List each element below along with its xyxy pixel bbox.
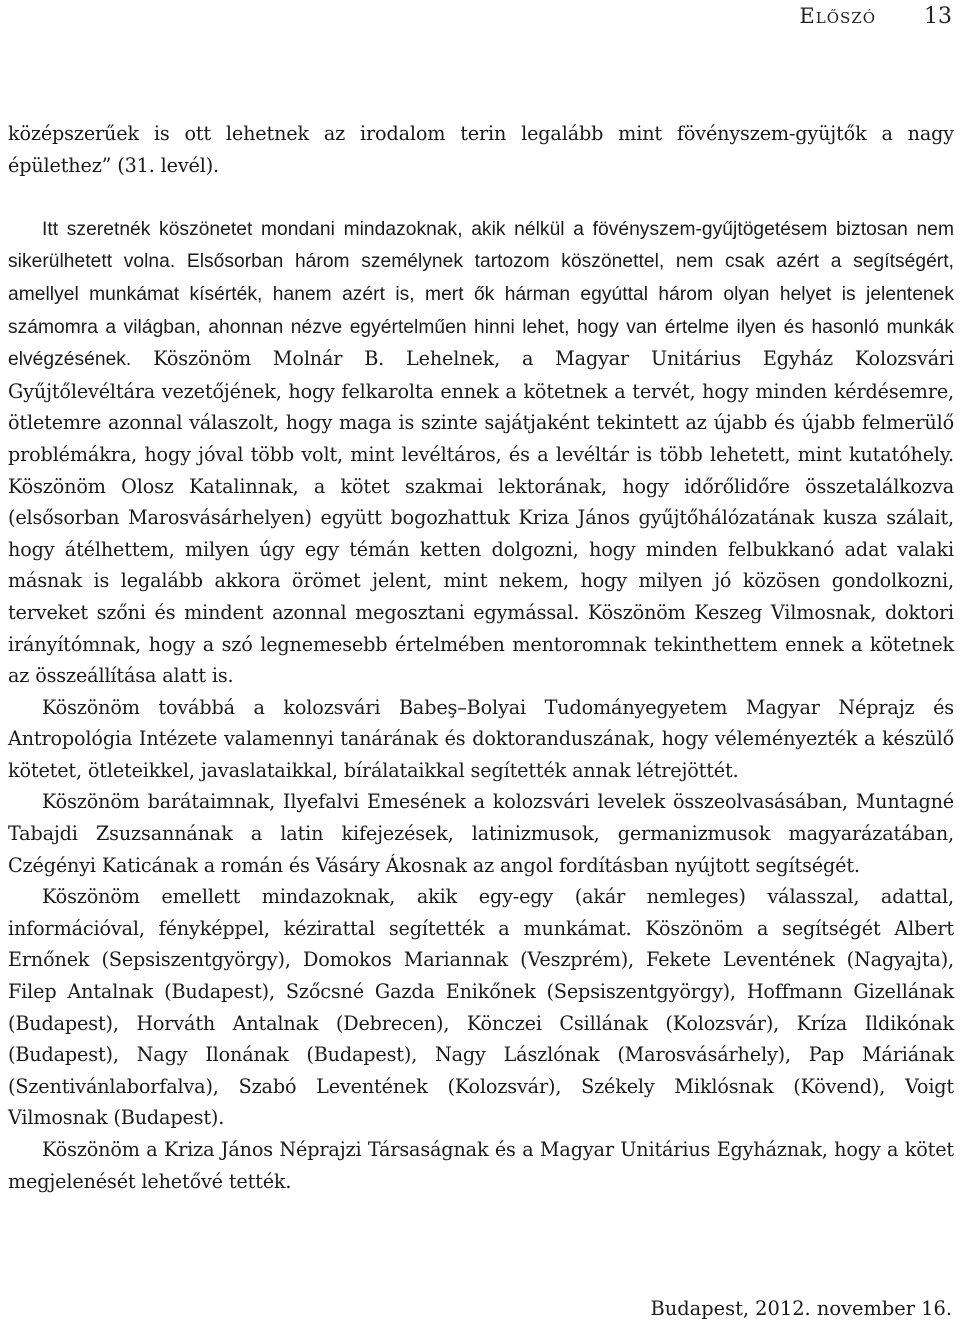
paragraph-text: Köszönöm Molnár B. Lehelnek, a Magyar Unitárius Egyház Kolozsvári Gyűjtőlevéltára vezetőjének, hogy felkarolta ennek a kötetnek a tervét, hogy minden kérdésemre, ötletemre azonnal válaszolt, hogy maga is szinte sajátjaként tekintett az újabb és újabb felmerülő problémákra, hogy jóval több volt, mint levéltáros, és a levéltár is több lehetett, mint kutatóhely. Köszönöm Olosz Katalinnak, a kötet szakmai lektorának, hogy időrőlidőre összetalálkozva (elsősorban Marosvásárhelyen) együtt bogozhattuk Kriza János gyűjtőhálózatának kusza szálait, hogy átélhettem, milyen úgy egy témán ketten dolgozni, hogy minden felbukkanó adat valaki másnak is legalább akkora örömet jelent, mint nekem, hogy milyen jó közösen gondolkozni, terveket szőni és mindent azonnal megosztani egymással. Köszönöm Keszeg Vilmosnak, doktori irányítómnak, hogy a szó legnemesebb értelmében mentoromnak tekinthettem ennek a kötetnek az összeállítása alatt is. (8, 347, 954, 688)
running-title: Előszó (799, 4, 876, 28)
paragraph-text: középszerűek is ott lehetnek az irodalom terin legalább mint fövényszem-gyüjtők a nagy épülethez” (31. levél). (8, 122, 954, 177)
paragraph (8, 213, 954, 692)
page-number: 13 (924, 4, 952, 29)
body-text (8, 118, 954, 1197)
paragraph-text: Köszönöm továbbá a kolozsvári Babeş–Bolyai Tudományegyetem Magyar Néprajz és Antropológia Intézete valamennyi tanárának és doktoranduszának, hogy véleményezték a készülő kötetet, ötleteikkel, javaslataikkal, bírálataikkal segítették annak létrejöttét. (8, 695, 954, 782)
paragraph (8, 1134, 954, 1197)
paragraph-text: Itt szeretnék köszönetet mondani mindazoknak, akik nélkül a fövényszem-gyűjtögetésem biztosan nem sikerülhetett volna. Elsősorban három személynek tartozom köszönettel, nem csak azért a segítségért, amellyel munkámat kísérték, hanem azért is, mert ők hárman egyúttal három olyan helyet is jelentenek számomra a világban, ahonnan nézve egyértelműen hinni lehet, hogy van értelme ilyen és hasonló munkák elvégzésének. (8, 218, 954, 371)
signature-date: Budapest, 2012. november 16. (650, 1297, 952, 1320)
paragraph-text: Köszönöm barátaimnak, Ilyefalvi Emesének a kolozsvári levelek összeolvasásában, Muntagné Tabajdi Zsuzsannának a latin kifejezések, latinizmusok, germanizmusok magyarázatában, Czégényi Katicának a román és Vásáry Ákosnak az angol fordításban nyújtott segítségét. (8, 790, 954, 877)
paragraph-text: Köszönöm a Kriza János Néprajzi Társaságnak és a Magyar Unitárius Egyháznak, hogy a kötet megjelenését lehetővé tették. (8, 1138, 954, 1193)
running-head (799, 4, 952, 34)
paragraph (8, 692, 954, 787)
paragraph (8, 881, 954, 1134)
paragraph-text: Köszönöm emellett mindazoknak, akik egy-egy (akár nemleges) válasszal, adattal, információval, fényképpel, kézirattal segítették a munkámat. Köszönöm a segítségét Albert Ernőnek (Sepsiszentgyörgy), Domokos Mariannak (Veszprém), Fekete Leventének (Nagyajta), Filep Antalnak (Budapest), Szőcsné Gazda Enikőnek (Sepsiszentgyörgy), Hoffmann Gizellának (Budapest), Horváth Antalnak (Debrecen), Könczei Csillának (Kolozsvár), Kríza Ildikónak (Budapest), Nagy Ilonának (Budapest), Nagy Lászlónak (Marosvásárhely), Pap Máriának (Szentivánlaborfalva), Szabó Leventének (Kolozsvár), Székely Miklósnak (Kövend), Voigt Vilmosnak (Budapest). (8, 885, 954, 1130)
paragraph (8, 118, 954, 181)
paragraph (8, 786, 954, 881)
